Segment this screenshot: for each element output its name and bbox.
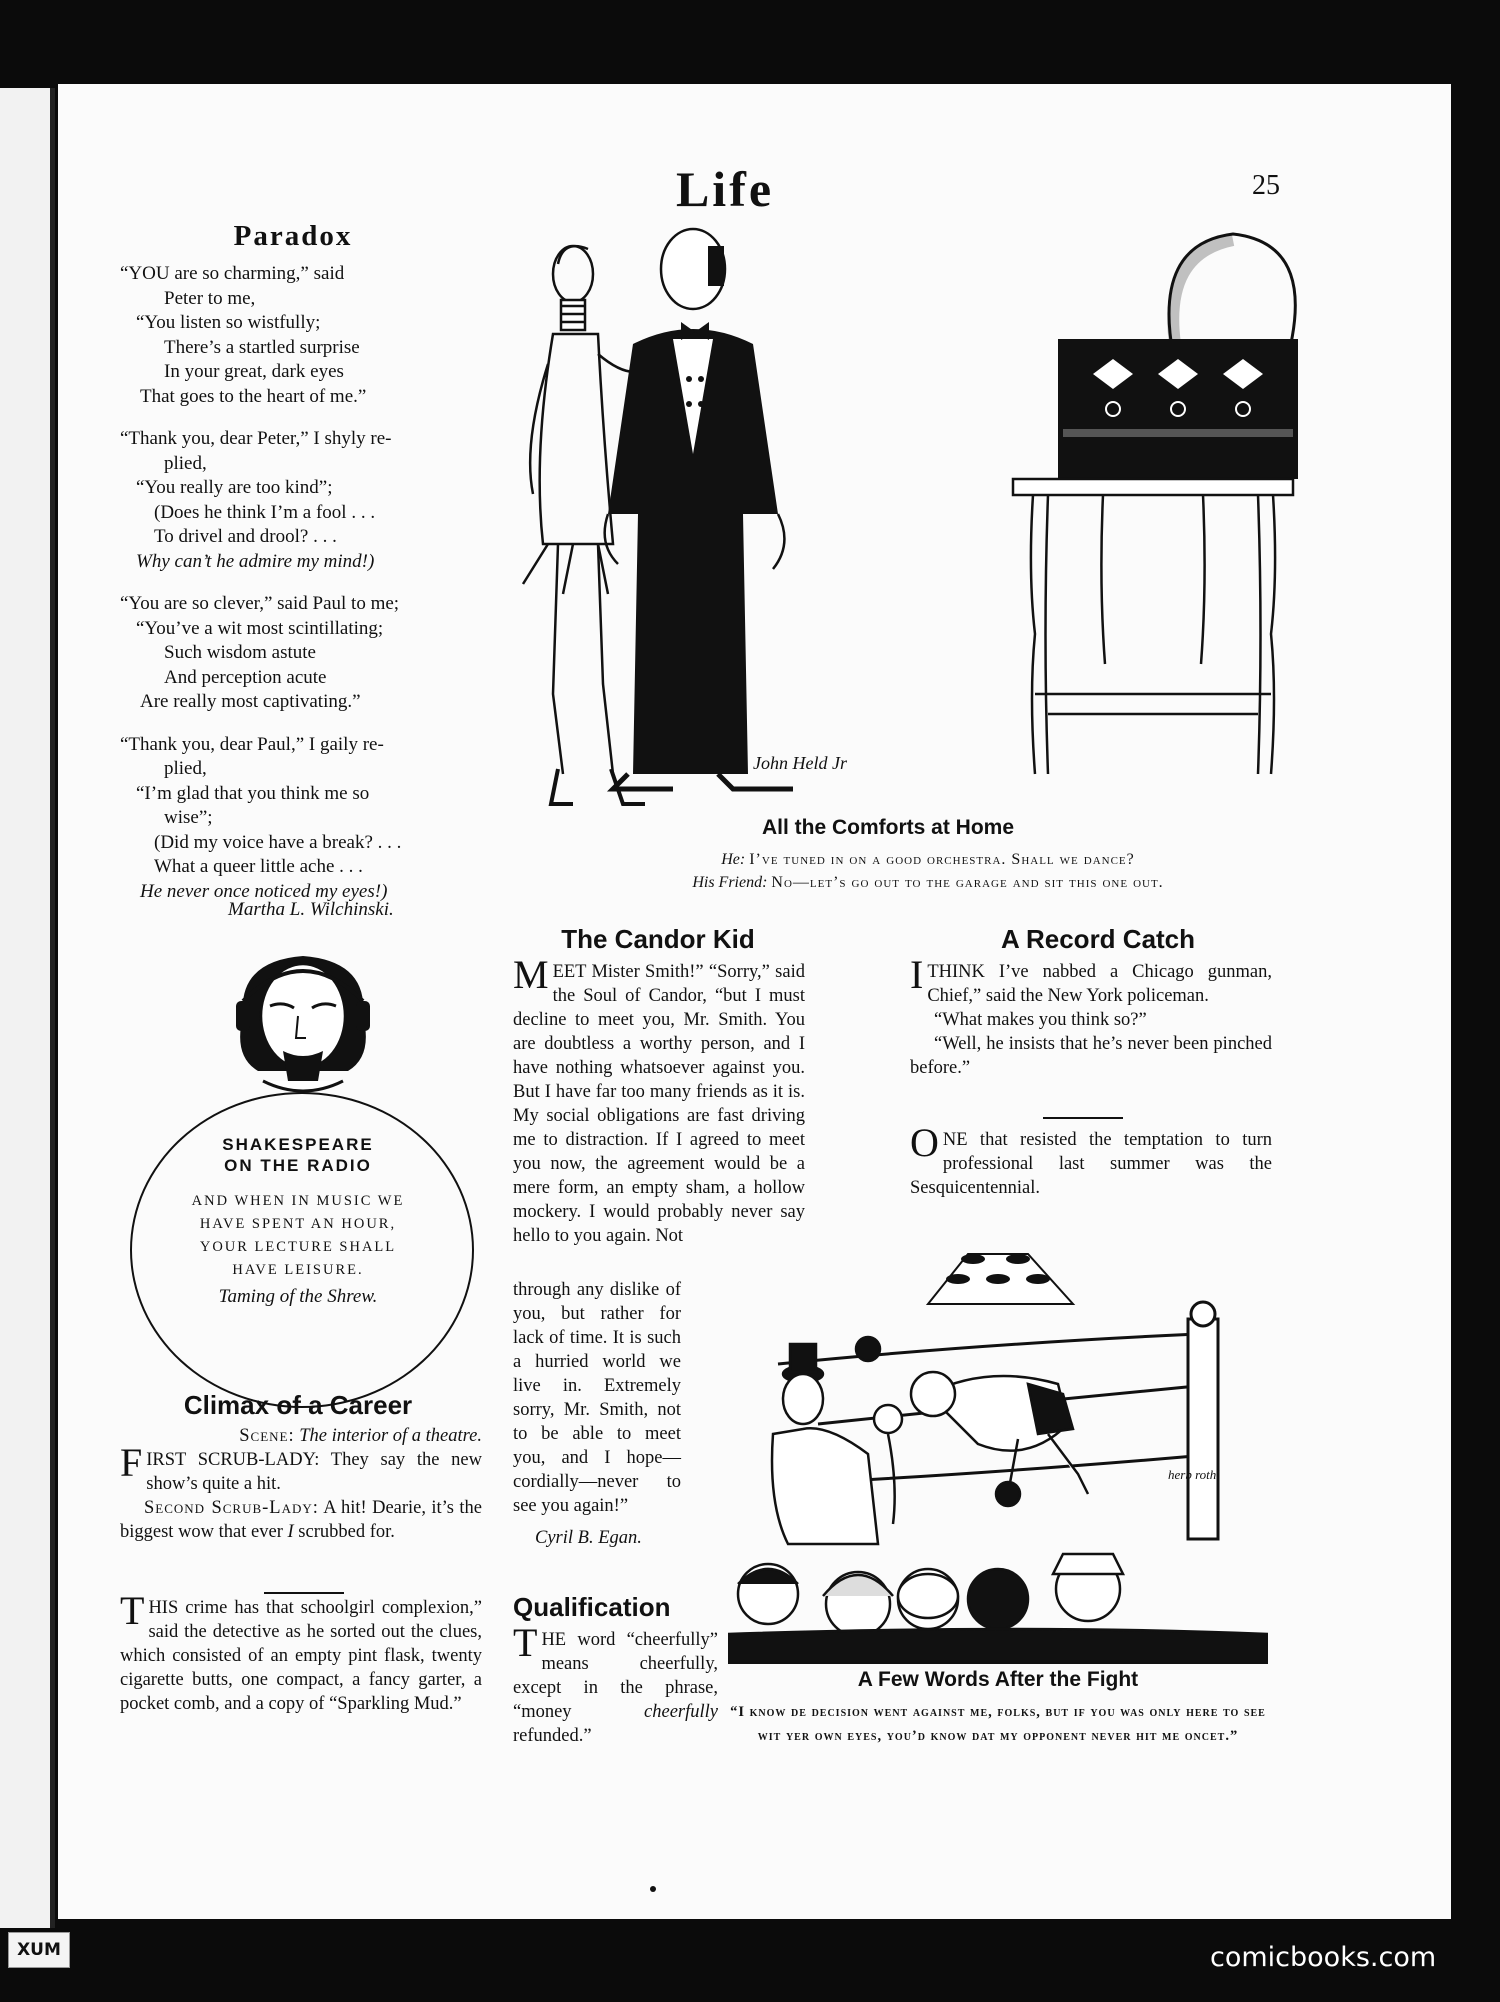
poem-line: plied,	[164, 758, 207, 779]
climax-dropcap: F	[120, 1440, 143, 1485]
poem-stanza	[120, 262, 550, 409]
paradox-poem	[120, 262, 550, 922]
poem-line: (Does he think I’m a fool . . .	[154, 501, 376, 523]
fight-caption-title: A Few Words After the Fight	[857, 1668, 1139, 1691]
poem-line: “You listen so wistfully;	[136, 312, 321, 333]
poem-line: plied,	[164, 452, 207, 474]
climax-second-italic: I	[287, 1522, 294, 1542]
qualification-body: HE word “cheerfully” means cheerfully, except in the phrase, “money	[513, 1630, 718, 1722]
shakespeare-text	[158, 1134, 438, 1308]
shakespeare-quote-1: AND WHEN IN MUSIC WE	[191, 1193, 405, 1209]
shakespeare-quote-3: YOUR LECTURE SHALL	[199, 1239, 397, 1255]
sesquicentennial-body: NE that resisted the temptation to turn professional last summer was the Sesquicentennial.	[910, 1130, 1272, 1198]
record-catch-title: A Record Catch	[1000, 924, 1196, 954]
ring-light	[928, 1254, 1073, 1304]
page-dot	[650, 1886, 656, 1892]
watermark-brand: comicbooks.com	[1210, 1942, 1437, 1973]
shakespeare-quote-4: HAVE LEISURE.	[232, 1262, 364, 1278]
divider-rule	[1043, 1117, 1123, 1119]
paradox-title: Paradox	[233, 220, 353, 252]
page-number: 25	[1252, 170, 1280, 201]
radio-set	[1058, 234, 1298, 479]
comforts-signature: John Held Jr	[753, 753, 847, 773]
qualification-dropcap: T	[513, 1620, 538, 1665]
comforts-caption	[538, 848, 1318, 894]
poem-line: (Did my voice have a break? . . .	[154, 831, 402, 853]
poem-stanza	[120, 733, 550, 905]
climax-title: Climax of a Career	[183, 1390, 413, 1420]
poem-stanza	[120, 427, 550, 574]
poem-line: What a queer little ache . . .	[154, 856, 363, 877]
crowd-figures	[728, 1554, 1268, 1664]
fight-caption: “I know de decision went against me, folks, but if you was only here to see wit yer own eyes, you’d know dat my opponent never hit me oncet.”	[730, 1704, 1266, 1744]
climax-scene: The interior of a theatre.	[299, 1426, 482, 1446]
poem-line: “YOU are so charming,” said	[120, 263, 345, 284]
poem-line: “You really are too kind”;	[136, 477, 333, 498]
facing-page-edge	[0, 88, 55, 1928]
climax-text	[120, 1424, 482, 1544]
record-p3: “Well, he insists that he’s never been pinched before.”	[910, 1034, 1272, 1078]
candor-body-continued: through any dislike of you, but rather for lack of time. It is such a hurried world we live in. Extremely sorry, Mr. Smith, not to be able to meet you, and I hope—cordially—never to see you again!”	[513, 1280, 681, 1516]
shakespeare-source: Taming of the Shrew.	[218, 1286, 378, 1307]
poem-line: “You are so clever,” said Paul to me;	[120, 593, 400, 614]
fight-illustration	[728, 1224, 1268, 1664]
poem-line: “You’ve a wit most scintillating;	[136, 617, 384, 639]
poem-line: Why can’t he admire my mind!)	[136, 550, 375, 572]
masthead: Life	[675, 161, 775, 217]
poem-line: There’s a startled surprise	[164, 336, 360, 358]
tuxedo-man-figure	[605, 229, 793, 789]
poem-line: To drivel and drool? . . .	[154, 526, 337, 547]
crime-text	[120, 1588, 482, 1716]
climax-scene-label: Scene:	[239, 1426, 295, 1446]
comforts-caption-title: All the Comforts at Home	[761, 816, 1015, 839]
candor-title: The Candor Kid	[561, 924, 755, 954]
poem-line: Are really most captivating.”	[140, 691, 361, 712]
shakespeare-portrait	[208, 946, 398, 1096]
candor-body: EET Mister Smith!” “Sorry,” said the Soul of Candor, “but I must decline to meet you, Mr. Smith. You are doubtless a worthy person, and I have nothing whatsoever against you. But I have far too many friends as it is. My social obligations are fast driving me to distraction. If I agreed to meet you now, the agreement would be a mere form, an empty sham, a hollow mockery. I would probably never say hello to you again. Not	[513, 962, 805, 1246]
comforts-illustration	[503, 214, 1333, 814]
archive-label: XUM	[8, 1932, 70, 1968]
fight-signature: herb roth	[1168, 1467, 1217, 1482]
sesquicentennial-text	[910, 1120, 1272, 1200]
poem-line: And perception acute	[164, 666, 327, 688]
caption-line-friend: No—let’s go out to the garage and sit this one out.	[771, 874, 1164, 891]
caption-speaker-friend: His Friend:	[692, 874, 768, 891]
climax-second-end: scrubbed for.	[298, 1522, 395, 1542]
one-dropcap: O	[910, 1120, 939, 1165]
poem-line: “Thank you, dear Paul,” I gaily re-	[120, 733, 384, 755]
poem-line: He never once noticed my eyes!)	[140, 880, 388, 902]
poem-line: Peter to me,	[164, 287, 256, 309]
climax-second-line: A hit! Dearie, it’s the biggest wow that ever	[120, 1498, 482, 1542]
crime-dropcap: T	[120, 1588, 145, 1633]
poem-line: In your great, dark eyes	[164, 361, 344, 382]
candor-text-narrow	[513, 1278, 681, 1550]
announcer-figure	[772, 1344, 902, 1544]
poem-line: “Thank you, dear Peter,” I shyly re-	[120, 428, 392, 449]
climax-first-label: IRST SCRUB-LADY:	[146, 1450, 320, 1470]
poem-line: wise”;	[164, 807, 213, 828]
climax-first-line: They say the new show’s quite a hit.	[146, 1450, 482, 1494]
record-dropcap: I	[910, 952, 924, 997]
qualification-end: refunded.”	[513, 1726, 592, 1746]
magazine-page	[58, 84, 1451, 1919]
crime-body: HIS crime has that schoolgirl complexion,” said the detective as he sorted out the clues, which consisted of an empty pint flask, twenty cigarette butts, one compact, a fancy garter, a pocket comb, and a copy of “Sparkling Mud.”	[120, 1598, 482, 1714]
caption-speaker-he: He:	[721, 851, 746, 868]
record-p2: “What makes you think so?”	[934, 1010, 1147, 1030]
candor-author: Cyril B. Egan.	[535, 1528, 642, 1548]
poem-line: Such wisdom astute	[164, 642, 316, 663]
poem-line: That goes to the heart of me.”	[140, 385, 367, 407]
poem-stanza	[120, 592, 550, 715]
qualification-title: Qualification	[513, 1592, 671, 1622]
poem-line: “I’m glad that you think me so	[136, 782, 370, 804]
shakespeare-quote-2: HAVE SPENT AN HOUR,	[199, 1216, 397, 1232]
climax-second-label: Second Scrub-Lady:	[144, 1498, 319, 1518]
shakespeare-title-2: ON THE RADIO	[224, 1156, 372, 1175]
record-p1: THINK I’ve nabbed a Chicago gunman, Chief,” said the New York policeman.	[927, 962, 1272, 1006]
paradox-author: Martha L. Wilchinski.	[228, 899, 394, 920]
qualification-text	[513, 1620, 718, 1748]
candor-dropcap: M	[513, 952, 549, 997]
caption-line-he: I’ve tuned in on a good orchestra. Shall we dance?	[749, 851, 1135, 868]
candor-text-wide	[513, 952, 805, 1248]
qualification-italic: cheerfully	[644, 1702, 718, 1722]
side-table	[1013, 479, 1293, 774]
divider-rule	[264, 1592, 344, 1594]
shakespeare-title-1: SHAKESPEARE	[222, 1135, 374, 1154]
record-catch-text	[910, 952, 1272, 1080]
